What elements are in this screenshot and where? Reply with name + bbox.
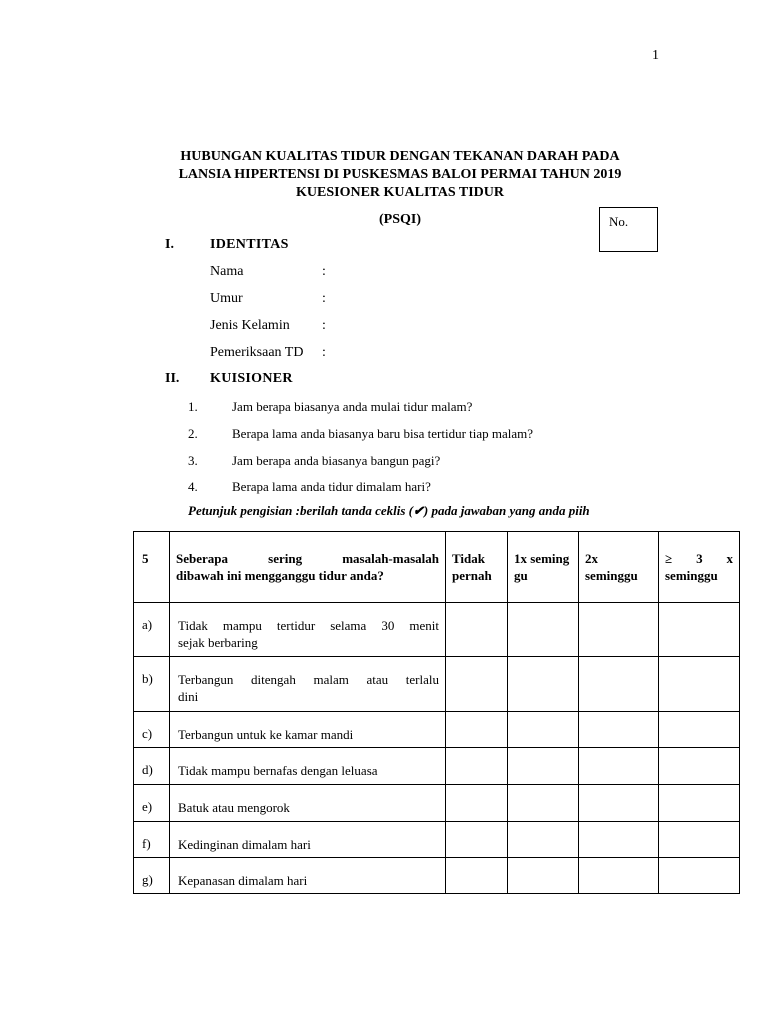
section-2-title: KUISIONER xyxy=(210,371,293,386)
answer-cell-tidak-pernah[interactable] xyxy=(446,603,508,657)
row-text-line-2: sejak berbaring xyxy=(178,635,258,650)
table-row xyxy=(134,858,740,894)
field-colon-nama: : xyxy=(322,264,326,279)
question-number: 1. xyxy=(188,399,198,414)
title-line-3: KUESIONER KUALITAS TIDUR xyxy=(296,185,504,200)
row-label: a) xyxy=(134,603,170,657)
answer-cell-tidak-pernah[interactable] xyxy=(446,785,508,822)
answer-cell-3x[interactable] xyxy=(659,822,740,858)
field-colon-pemeriksaan-td: : xyxy=(322,345,326,360)
answer-cell-2x[interactable] xyxy=(579,785,659,822)
answer-cell-1x[interactable] xyxy=(508,603,579,657)
field-label-jenis-kelamin: Jenis Kelamin xyxy=(210,318,290,333)
section-1-title: IDENTITAS xyxy=(210,237,289,252)
field-label-nama: Nama xyxy=(210,264,244,279)
table-row xyxy=(134,785,740,822)
header-1x-seminggu: 1x seminggu xyxy=(508,532,579,603)
header-question xyxy=(170,532,446,603)
section-2-number: II. xyxy=(165,371,180,386)
answer-cell-1x[interactable] xyxy=(508,712,579,748)
answer-cell-1x[interactable] xyxy=(508,748,579,785)
row-text: Kepanasan dimalam hari xyxy=(170,858,446,894)
table-row xyxy=(134,657,740,712)
answer-cell-3x[interactable] xyxy=(659,748,740,785)
field-colon-umur: : xyxy=(322,291,326,306)
table-row xyxy=(134,748,740,785)
answer-cell-2x[interactable] xyxy=(579,748,659,785)
answer-cell-2x[interactable] xyxy=(579,712,659,748)
answer-cell-1x[interactable] xyxy=(508,785,579,822)
field-label-umur: Umur xyxy=(210,291,243,306)
answer-cell-tidak-pernah[interactable] xyxy=(446,858,508,894)
header-3x-seminggu: ≥ 3 x seminggu xyxy=(659,532,740,603)
row-text-line-1: Terbangun ditengah malam atau terlalu xyxy=(178,672,439,687)
title-line-2: LANSIA HIPERTENSI DI PUSKESMAS BALOI PERMAI TAHUN 2019 xyxy=(178,167,622,182)
header-question-line-1: Seberapa sering masalah-masalah xyxy=(176,551,439,566)
answer-cell-2x[interactable] xyxy=(579,657,659,712)
answer-cell-2x[interactable] xyxy=(579,822,659,858)
header-tidak-pernah: Tidak pernah xyxy=(446,532,508,603)
question-number: 4. xyxy=(188,479,198,494)
row-label: d) xyxy=(134,748,170,785)
row-text: Batuk atau mengorok xyxy=(170,785,446,822)
row-text xyxy=(170,657,446,712)
title-line-1: HUBUNGAN KUALITAS TIDUR DENGAN TEKANAN DARAH PADA xyxy=(180,149,620,164)
table-row xyxy=(134,603,740,657)
answer-cell-1x[interactable] xyxy=(508,858,579,894)
row-text-line-2: dini xyxy=(178,689,199,704)
sleep-problem-table xyxy=(133,531,740,894)
answer-cell-1x[interactable] xyxy=(508,657,579,712)
answer-cell-3x[interactable] xyxy=(659,712,740,748)
page-number: 1 xyxy=(652,48,659,63)
answer-cell-tidak-pernah[interactable] xyxy=(446,657,508,712)
row-text xyxy=(170,603,446,657)
answer-cell-3x[interactable] xyxy=(659,603,740,657)
answer-cell-3x[interactable] xyxy=(659,785,740,822)
row-label: e) xyxy=(134,785,170,822)
row-label: b) xyxy=(134,657,170,712)
header-2x-seminggu: 2x seminggu xyxy=(579,532,659,603)
row-text-line-1: Tidak mampu tertidur selama 30 menit xyxy=(178,618,439,633)
question-number: 2. xyxy=(188,426,198,441)
section-1-number: I. xyxy=(165,237,174,252)
question-number: 3. xyxy=(188,453,198,468)
filling-instruction: Petunjuk pengisian :berilah tanda ceklis (✔) pada jawaban yang anda piih xyxy=(188,503,590,518)
row-label: c) xyxy=(134,712,170,748)
answer-cell-2x[interactable] xyxy=(579,858,659,894)
row-label: f) xyxy=(134,822,170,858)
field-label-pemeriksaan-td: Pemeriksaan TD xyxy=(210,345,304,360)
number-box[interactable] xyxy=(599,207,658,252)
table-row xyxy=(134,822,740,858)
answer-cell-tidak-pernah[interactable] xyxy=(446,822,508,858)
header-number: 5 xyxy=(134,532,170,603)
question-text: Berapa lama anda biasanya baru bisa tertidur tiap malam? xyxy=(232,426,534,441)
field-colon-jenis-kelamin: : xyxy=(322,318,326,333)
answer-cell-2x[interactable] xyxy=(579,603,659,657)
table-header-row xyxy=(134,532,740,603)
answer-cell-1x[interactable] xyxy=(508,822,579,858)
question-text: Berapa lama anda tidur dimalam hari? xyxy=(232,479,431,494)
subtitle-psqi: (PSQI) xyxy=(379,212,421,227)
header-question-line-2: dibawah ini mengganggu tidur anda? xyxy=(176,568,384,583)
row-label: g) xyxy=(134,858,170,894)
answer-cell-3x[interactable] xyxy=(659,657,740,712)
row-text: Kedinginan dimalam hari xyxy=(170,822,446,858)
question-text: Jam berapa biasanya anda mulai tidur malam? xyxy=(232,399,473,414)
answer-cell-tidak-pernah[interactable] xyxy=(446,712,508,748)
question-text: Jam berapa anda biasanya bangun pagi? xyxy=(232,453,441,468)
row-text: Terbangun untuk ke kamar mandi xyxy=(170,712,446,748)
number-box-label: No. xyxy=(609,214,629,229)
answer-cell-3x[interactable] xyxy=(659,858,740,894)
table-row xyxy=(134,712,740,748)
row-text: Tidak mampu bernafas dengan leluasa xyxy=(170,748,446,785)
answer-cell-tidak-pernah[interactable] xyxy=(446,748,508,785)
